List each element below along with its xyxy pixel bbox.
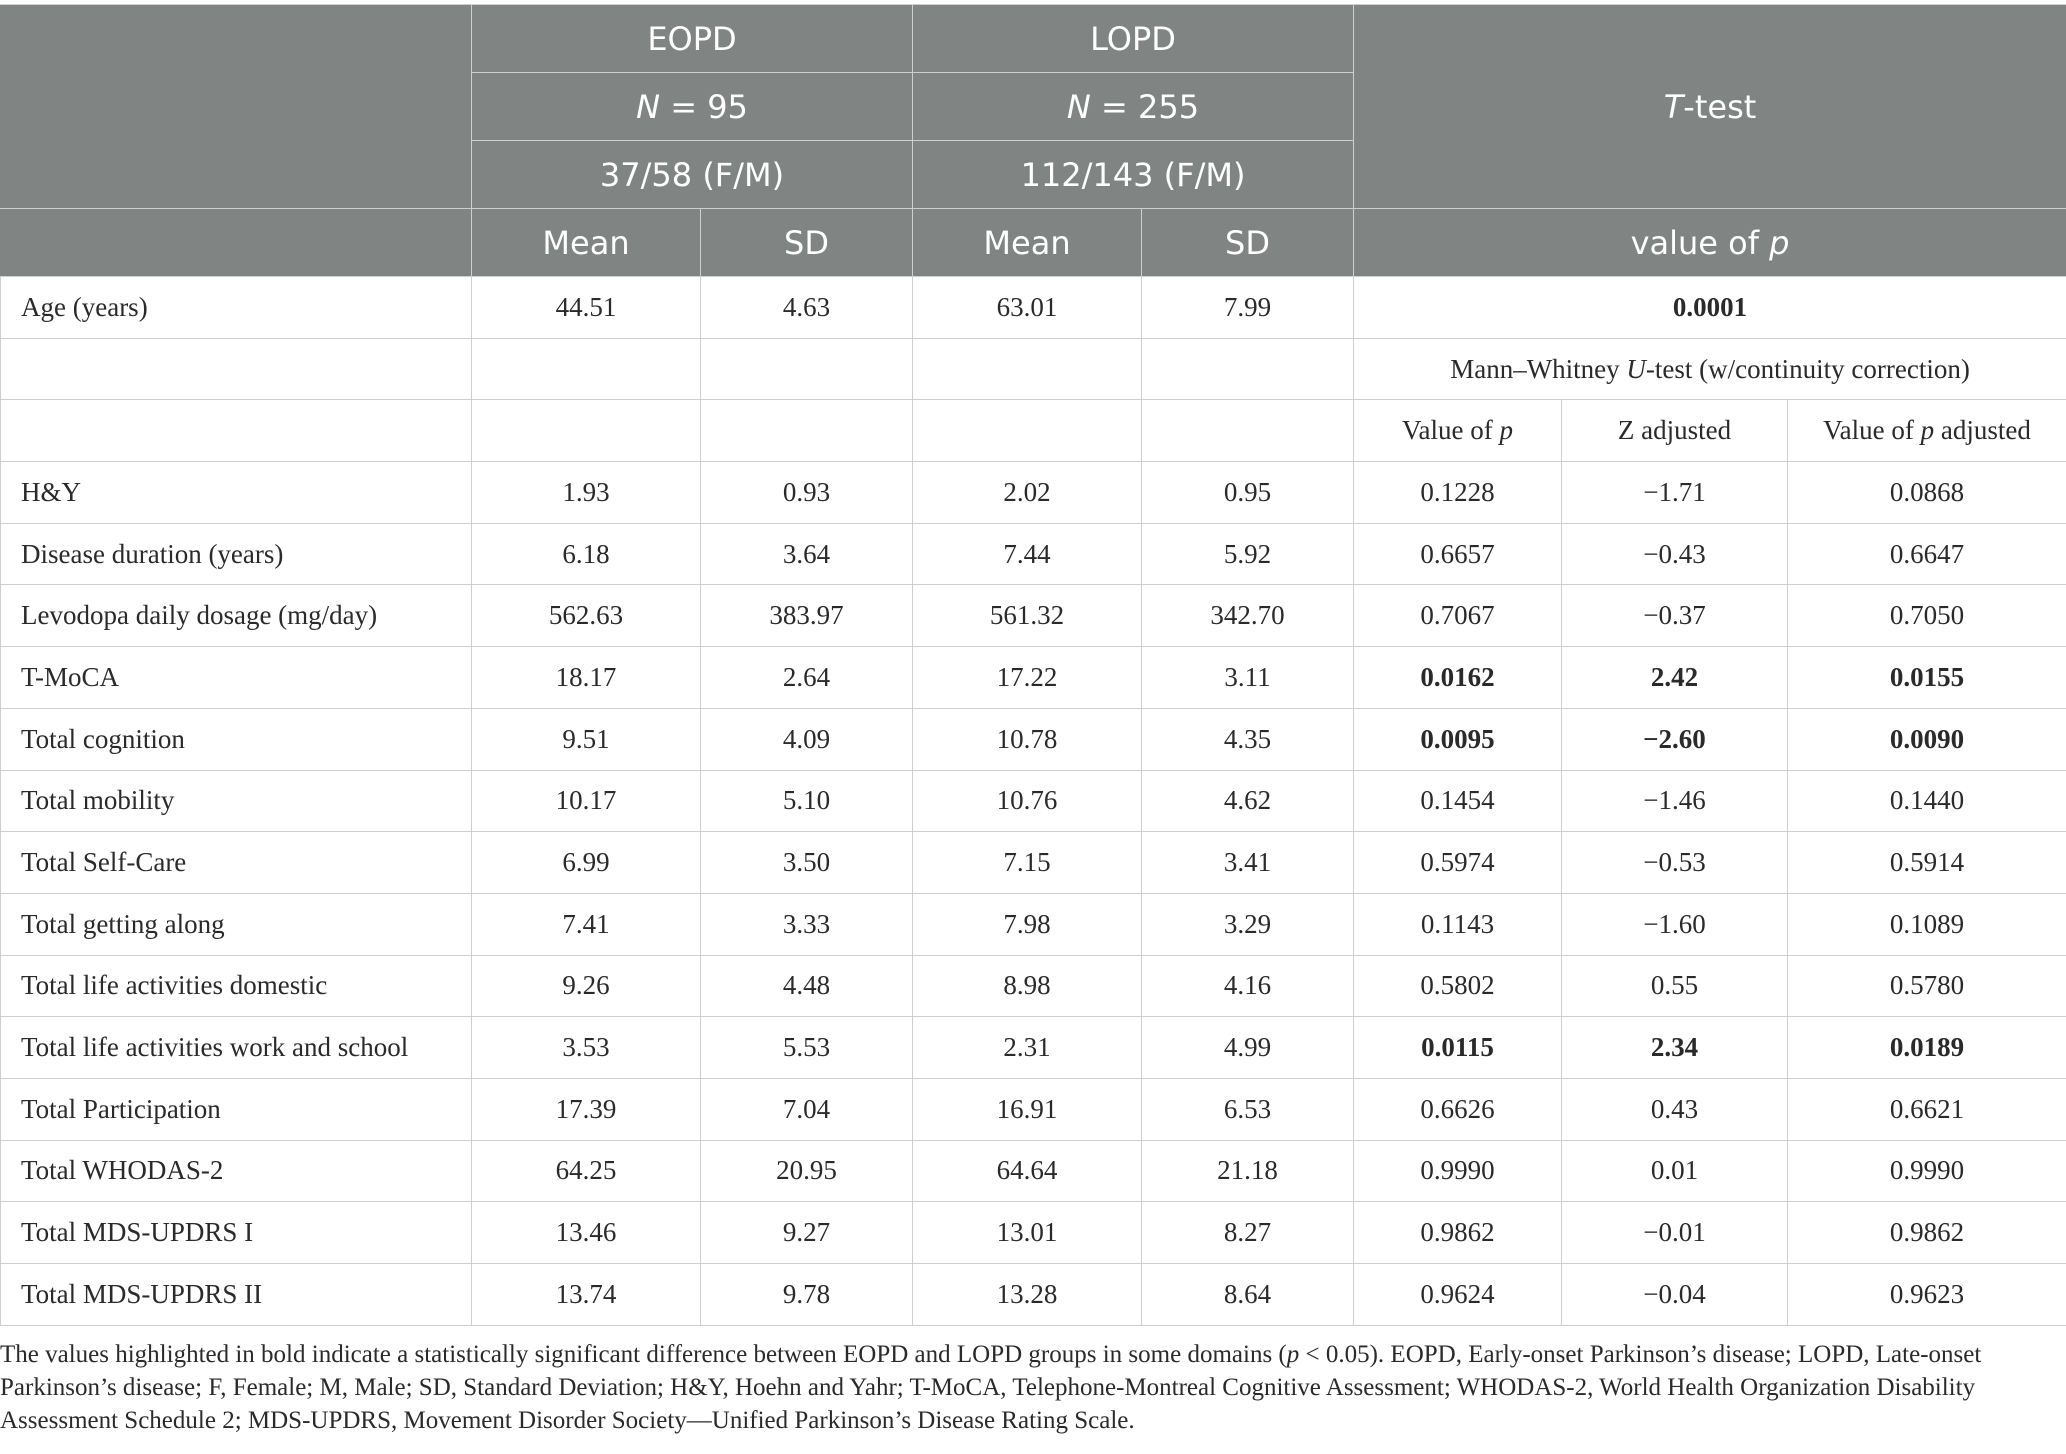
header-blank-cell xyxy=(1,209,472,277)
ttest-italic: T xyxy=(1663,87,1684,126)
p-adjusted-cell: 0.9990 xyxy=(1788,1140,2066,1202)
z-adjusted-cell: −0.01 xyxy=(1562,1202,1788,1264)
eopd-mean-cell: 1.93 xyxy=(472,462,701,524)
lopd-sd-cell: 3.29 xyxy=(1142,893,1354,955)
eopd-sd-cell: 4.09 xyxy=(701,708,913,770)
table-row xyxy=(1,585,2066,647)
header-lopd: LOPD xyxy=(913,5,1354,73)
header-ttest xyxy=(1354,5,2066,209)
lopd-mean-cell: 64.64 xyxy=(913,1140,1142,1202)
footnote-p-italic: p xyxy=(1286,1341,1300,1368)
results-table xyxy=(0,4,2066,1326)
table-header xyxy=(1,5,2066,277)
eopd-mean-cell: 9.51 xyxy=(472,708,701,770)
p-adjusted-cell: 0.1089 xyxy=(1788,893,2066,955)
lopd-mean-cell: 17.22 xyxy=(913,647,1142,709)
p-value-cell: 0.0095 xyxy=(1354,708,1562,770)
table-row xyxy=(1,1017,2066,1079)
eopd-mean-cell: 10.17 xyxy=(472,770,701,832)
empty-cell xyxy=(701,400,913,462)
header-eopd-n xyxy=(472,73,913,141)
table-body xyxy=(1,277,2066,1326)
table-row-mw-title xyxy=(1,338,2066,400)
lopd-mean-cell: 7.15 xyxy=(913,832,1142,894)
z-adjusted-cell: 0.01 xyxy=(1562,1140,1788,1202)
row-label: Total Participation xyxy=(1,1078,472,1140)
eopd-sd-cell: 0.93 xyxy=(701,462,913,524)
lopd-mean-cell: 8.98 xyxy=(913,955,1142,1017)
eopd-sd-cell: 9.78 xyxy=(701,1264,913,1326)
table-footnote xyxy=(0,1338,2060,1437)
header-lopd-n xyxy=(913,73,1354,141)
p-value-cell: 0.5802 xyxy=(1354,955,1562,1017)
p-adjusted-cell: 0.0189 xyxy=(1788,1017,2066,1079)
value-of-text: value of xyxy=(1630,223,1770,262)
lopd-mean-cell: 7.98 xyxy=(913,893,1142,955)
z-adjusted-cell: −0.04 xyxy=(1562,1264,1788,1326)
eopd-mean-cell: 64.25 xyxy=(472,1140,701,1202)
p-value-cell: 0.0162 xyxy=(1354,647,1562,709)
table-row xyxy=(1,955,2066,1017)
p-adjusted-cell: 0.0155 xyxy=(1788,647,2066,709)
age-ttest-p-cell: 0.0001 xyxy=(1354,277,2066,339)
table-row xyxy=(1,893,2066,955)
empty-cell xyxy=(1142,400,1354,462)
eopd-mean-cell: 3.53 xyxy=(472,1017,701,1079)
p-value-cell: 0.1454 xyxy=(1354,770,1562,832)
lopd-sd-cell: 7.99 xyxy=(1142,277,1354,339)
eopd-mean-cell: 9.26 xyxy=(472,955,701,1017)
lopd-mean-cell: 13.28 xyxy=(913,1264,1142,1326)
p-adjusted-cell: 0.9623 xyxy=(1788,1264,2066,1326)
mw-prefix: Mann–Whitney xyxy=(1450,353,1627,384)
z-adjusted-cell: −1.60 xyxy=(1562,893,1788,955)
empty-cell xyxy=(1142,338,1354,400)
mw-suffix: -test (w/continuity correction) xyxy=(1645,353,1970,384)
empty-cell xyxy=(913,338,1142,400)
table-row xyxy=(1,1078,2066,1140)
lopd-mean-cell: 10.78 xyxy=(913,708,1142,770)
n-italic: N xyxy=(636,87,661,126)
lopd-sd-cell: 4.62 xyxy=(1142,770,1354,832)
header-lopd-mean: Mean xyxy=(913,209,1142,277)
p-italic: p xyxy=(1499,415,1513,446)
header-lopd-sex: 112/143 (F/M) xyxy=(913,141,1354,209)
row-label: Total Self-Care xyxy=(1,832,472,894)
row-label: Total cognition xyxy=(1,708,472,770)
empty-cell xyxy=(701,338,913,400)
eopd-sd-cell: 3.64 xyxy=(701,523,913,585)
table-row xyxy=(1,1264,2066,1326)
empty-cell xyxy=(1,338,472,400)
lopd-sd-cell: 4.35 xyxy=(1142,708,1354,770)
z-adjusted-cell: 2.42 xyxy=(1562,647,1788,709)
p-value-cell: 0.7067 xyxy=(1354,585,1562,647)
eopd-sd-cell: 9.27 xyxy=(701,1202,913,1264)
row-label: T-MoCA xyxy=(1,647,472,709)
lopd-sd-cell: 4.16 xyxy=(1142,955,1354,1017)
row-label: Total life activities domestic xyxy=(1,955,472,1017)
mw-z-adjusted-header: Z adjusted xyxy=(1562,400,1788,462)
lopd-mean-cell: 63.01 xyxy=(913,277,1142,339)
row-label: Age (years) xyxy=(1,277,472,339)
p-adjusted-cell: 0.6621 xyxy=(1788,1078,2066,1140)
table-row-mw-subheader xyxy=(1,400,2066,462)
lopd-n-value: = 255 xyxy=(1090,87,1200,126)
table-row xyxy=(1,647,2066,709)
eopd-sd-cell: 4.63 xyxy=(701,277,913,339)
p-adjusted-cell: 0.0090 xyxy=(1788,708,2066,770)
row-label: Levodopa daily dosage (mg/day) xyxy=(1,585,472,647)
eopd-mean-cell: 6.99 xyxy=(472,832,701,894)
eopd-mean-cell: 44.51 xyxy=(472,277,701,339)
eopd-mean-cell: 13.74 xyxy=(472,1264,701,1326)
lopd-mean-cell: 16.91 xyxy=(913,1078,1142,1140)
empty-cell xyxy=(913,400,1142,462)
p-value-cell: 0.9990 xyxy=(1354,1140,1562,1202)
p-italic: p xyxy=(1920,415,1935,446)
lopd-sd-cell: 5.92 xyxy=(1142,523,1354,585)
adjusted-text: adjusted xyxy=(1934,415,2031,446)
lopd-mean-cell: 7.44 xyxy=(913,523,1142,585)
z-adjusted-cell: 0.43 xyxy=(1562,1078,1788,1140)
table-row xyxy=(1,1202,2066,1264)
z-adjusted-cell: −0.37 xyxy=(1562,585,1788,647)
row-label: Disease duration (years) xyxy=(1,523,472,585)
p-value-cell: 0.1143 xyxy=(1354,893,1562,955)
mann-whitney-title xyxy=(1354,338,2066,400)
z-adjusted-cell: −0.43 xyxy=(1562,523,1788,585)
p-adjusted-cell: 0.6647 xyxy=(1788,523,2066,585)
eopd-mean-cell: 7.41 xyxy=(472,893,701,955)
row-label: Total life activities work and school xyxy=(1,1017,472,1079)
table-row-age xyxy=(1,277,2066,339)
p-value-cell: 0.9624 xyxy=(1354,1264,1562,1326)
row-label: Total MDS-UPDRS II xyxy=(1,1264,472,1326)
eopd-sd-cell: 5.10 xyxy=(701,770,913,832)
mw-value-of-p-header xyxy=(1354,400,1562,462)
header-eopd-mean: Mean xyxy=(472,209,701,277)
lopd-sd-cell: 342.70 xyxy=(1142,585,1354,647)
row-label: Total WHODAS-2 xyxy=(1,1140,472,1202)
z-adjusted-cell: −0.53 xyxy=(1562,832,1788,894)
p-value-cell: 0.1228 xyxy=(1354,462,1562,524)
header-eopd: EOPD xyxy=(472,5,913,73)
table-row xyxy=(1,770,2066,832)
lopd-mean-cell: 13.01 xyxy=(913,1202,1142,1264)
p-value-cell: 0.6626 xyxy=(1354,1078,1562,1140)
lopd-mean-cell: 10.76 xyxy=(913,770,1142,832)
n-italic: N xyxy=(1066,87,1091,126)
value-of-text: Value of xyxy=(1823,415,1921,446)
p-adjusted-cell: 0.0868 xyxy=(1788,462,2066,524)
z-adjusted-cell: −1.71 xyxy=(1562,462,1788,524)
p-adjusted-cell: 0.7050 xyxy=(1788,585,2066,647)
eopd-sd-cell: 7.04 xyxy=(701,1078,913,1140)
mw-value-of-p-adjusted-header xyxy=(1788,400,2066,462)
table-row xyxy=(1,832,2066,894)
table-row xyxy=(1,462,2066,524)
p-value-cell: 0.9862 xyxy=(1354,1202,1562,1264)
empty-cell xyxy=(1,400,472,462)
eopd-sd-cell: 2.64 xyxy=(701,647,913,709)
p-adjusted-cell: 0.5914 xyxy=(1788,832,2066,894)
eopd-sd-cell: 4.48 xyxy=(701,955,913,1017)
header-eopd-sex: 37/58 (F/M) xyxy=(472,141,913,209)
row-label: Total MDS-UPDRS I xyxy=(1,1202,472,1264)
row-label: Total mobility xyxy=(1,770,472,832)
lopd-sd-cell: 4.99 xyxy=(1142,1017,1354,1079)
row-label: Total getting along xyxy=(1,893,472,955)
eopd-mean-cell: 562.63 xyxy=(472,585,701,647)
eopd-sd-cell: 5.53 xyxy=(701,1017,913,1079)
table-row xyxy=(1,1140,2066,1202)
p-adjusted-cell: 0.1440 xyxy=(1788,770,2066,832)
footnote-part2: < 0.05). EOPD, Early-onset Parkinson’s disease; LOPD, Late-onset Parkinson’s disease; F, Female; M, Male; SD, Standard Deviation; H&Y, Hoehn and Yahr; T-MoCA, Telephone-Montreal Cognitive Assessment; WHODAS-2, World Health Organization Disability Assessment Schedule 2; MDS-UPDRS, Movement Disorder Society—Unified Parkinson’s Disease Rating Scale. xyxy=(0,1341,1982,1434)
eopd-mean-cell: 17.39 xyxy=(472,1078,701,1140)
z-adjusted-cell: −1.46 xyxy=(1562,770,1788,832)
header-blank-cell xyxy=(1,5,472,209)
empty-cell xyxy=(472,400,701,462)
eopd-mean-cell: 18.17 xyxy=(472,647,701,709)
p-value-cell: 0.6657 xyxy=(1354,523,1562,585)
table-row xyxy=(1,523,2066,585)
ttest-suffix: -test xyxy=(1683,87,1757,126)
lopd-mean-cell: 561.32 xyxy=(913,585,1142,647)
eopd-mean-cell: 6.18 xyxy=(472,523,701,585)
eopd-sd-cell: 383.97 xyxy=(701,585,913,647)
lopd-sd-cell: 0.95 xyxy=(1142,462,1354,524)
lopd-mean-cell: 2.31 xyxy=(913,1017,1142,1079)
mw-u-italic: U xyxy=(1626,353,1646,384)
lopd-sd-cell: 6.53 xyxy=(1142,1078,1354,1140)
eopd-sd-cell: 3.33 xyxy=(701,893,913,955)
header-value-of-p xyxy=(1354,209,2066,277)
lopd-sd-cell: 3.41 xyxy=(1142,832,1354,894)
lopd-sd-cell: 8.64 xyxy=(1142,1264,1354,1326)
p-adjusted-cell: 0.5780 xyxy=(1788,955,2066,1017)
z-adjusted-cell: 2.34 xyxy=(1562,1017,1788,1079)
p-value-cell: 0.0115 xyxy=(1354,1017,1562,1079)
table-row xyxy=(1,708,2066,770)
p-value-cell: 0.5974 xyxy=(1354,832,1562,894)
lopd-sd-cell: 3.11 xyxy=(1142,647,1354,709)
z-adjusted-cell: 0.55 xyxy=(1562,955,1788,1017)
z-adjusted-cell: −2.60 xyxy=(1562,708,1788,770)
header-lopd-sd: SD xyxy=(1142,209,1354,277)
row-label: H&Y xyxy=(1,462,472,524)
lopd-sd-cell: 21.18 xyxy=(1142,1140,1354,1202)
header-eopd-sd: SD xyxy=(701,209,913,277)
footnote-part1: The values highlighted in bold indicate a statistically significant difference between EOPD and LOPD groups in some domains ( xyxy=(0,1341,1287,1368)
eopd-mean-cell: 13.46 xyxy=(472,1202,701,1264)
lopd-mean-cell: 2.02 xyxy=(913,462,1142,524)
eopd-sd-cell: 20.95 xyxy=(701,1140,913,1202)
lopd-sd-cell: 8.27 xyxy=(1142,1202,1354,1264)
p-adjusted-cell: 0.9862 xyxy=(1788,1202,2066,1264)
p-italic: p xyxy=(1769,223,1790,262)
eopd-n-value: = 95 xyxy=(660,87,748,126)
empty-cell xyxy=(472,338,701,400)
eopd-sd-cell: 3.50 xyxy=(701,832,913,894)
value-of-text: Value of xyxy=(1402,415,1500,446)
